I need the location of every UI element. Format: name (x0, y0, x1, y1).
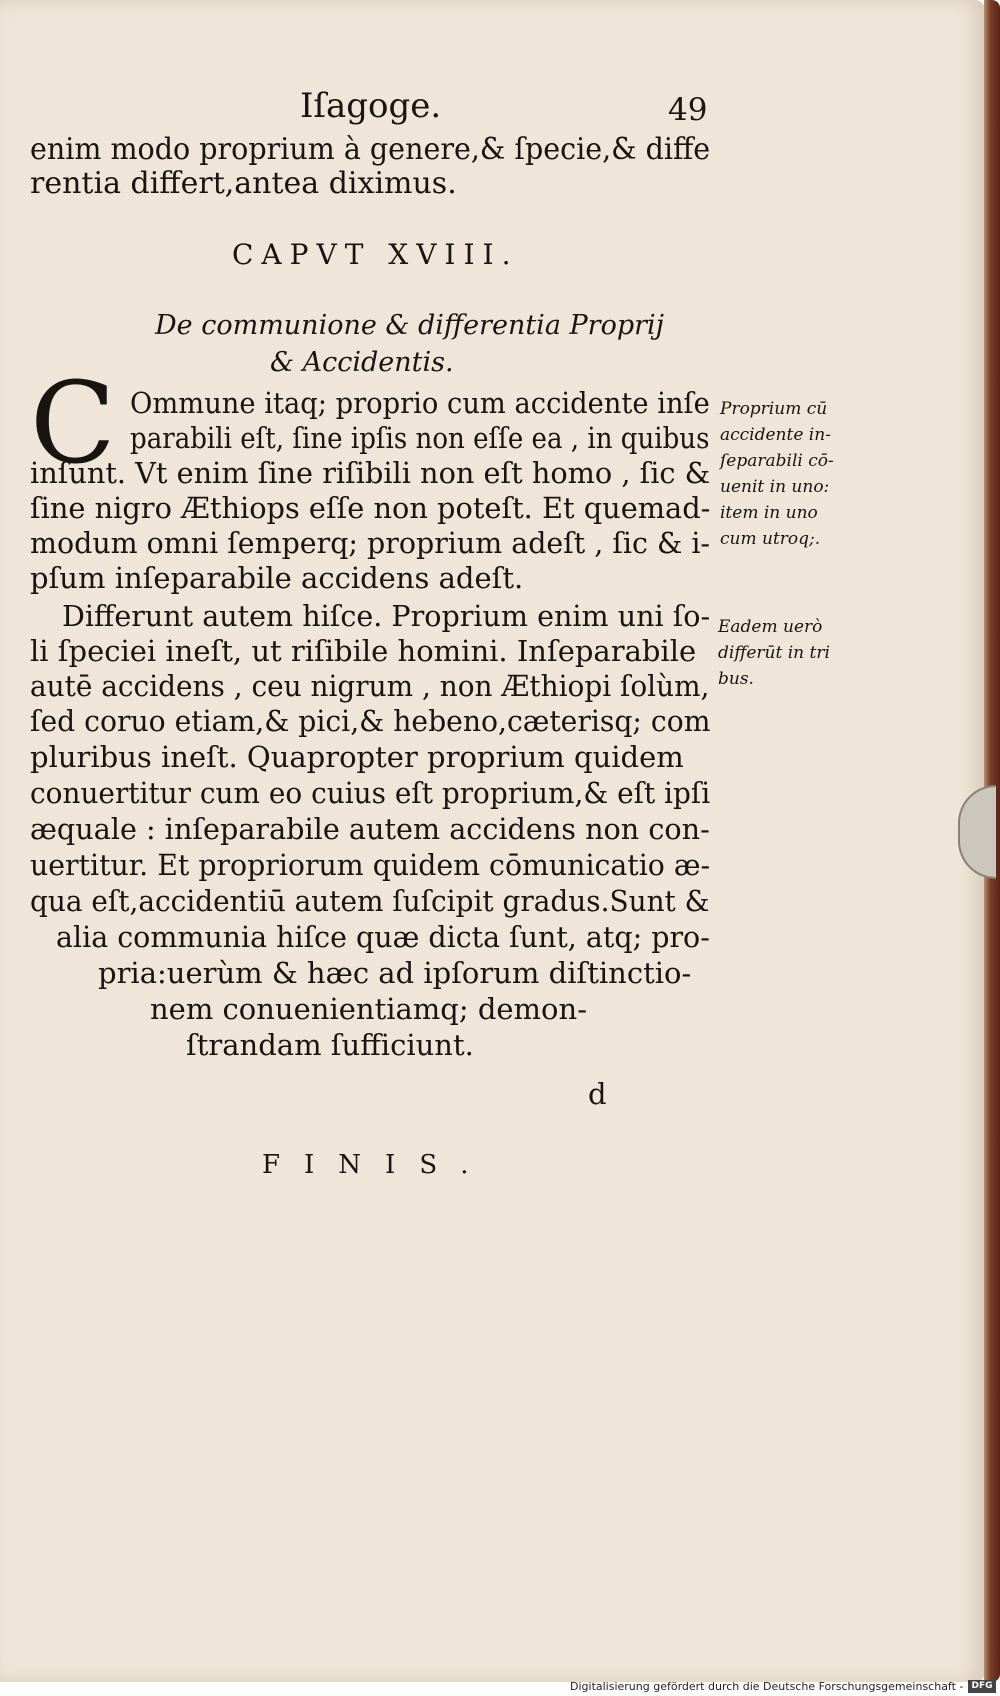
marginal-note-line: Eadem uerò (718, 617, 823, 637)
text-line: alia communia hiſce quæ dicta ſunt, atq; pro- (56, 920, 710, 954)
marginal-note-1 (720, 396, 834, 552)
text-line: enim modo proprium à genere,& ſpecie,& diffe (30, 132, 711, 167)
marginal-note-line: item in uno (720, 503, 818, 523)
marginal-note-line: differūt in tri (718, 643, 830, 663)
signature-mark: d (588, 1077, 607, 1111)
marginal-note-line: ſeparabili cō- (720, 451, 834, 471)
marginal-note-line: accidente in- (720, 425, 831, 445)
text-line: autē accidens , ceu nigrum , non Æthiopi ſolùm, (30, 669, 710, 703)
chapter-title-line-1: De communione & differentia Proprij (155, 310, 665, 341)
text-line: pria:uerùm & hæc ad ipſorum diſtinctio- (98, 956, 692, 990)
text-line: pſum inſeparabile accidens adeſt. (30, 561, 524, 595)
text-line: æquale : inſeparabile autem accidens non con- (30, 812, 710, 846)
running-head: Iſagoge. (300, 86, 442, 126)
text-line: ſine nigro Æthiops eſſe non poteſt. Et quemad- (30, 491, 711, 525)
text-line: uertitur. Et propriorum quidem cōmunicatio æ- (30, 848, 711, 882)
text-line: ſtrandam ſufficiunt. (186, 1028, 474, 1062)
text-line: ſed coruo etiam,& pici,& hebeno,cæterisq; com (30, 704, 711, 738)
text-line: Ommune itaq; proprio cum accidente inſe (130, 386, 710, 420)
marginal-note-2 (718, 614, 830, 692)
chapter-heading: CAPVT XVIII. (232, 238, 519, 271)
chapter-title-line-2: & Accidentis. (270, 347, 454, 378)
marginal-note-line: bus. (718, 669, 754, 689)
text-line: li ſpeciei ineſt, ut riſibile homini. Inſeparabile (30, 634, 697, 668)
footer-credit: Digitalisierung gefördert durch die Deutsche Forschungsgemeinschaft - (570, 1680, 964, 1693)
text-line: conuertitur cum eo cuius eſt proprium,& eſt ipſi (30, 776, 711, 810)
dfg-logo: DFG (968, 1680, 996, 1693)
marginal-note-line: Proprium cū (720, 399, 828, 419)
text-line: parabili eſt, ſine ipſis non eſſe ea , in quibus (130, 421, 710, 455)
finis-label: FINIS. (262, 1150, 493, 1180)
text-line: pluribus ineſt. Quapropter proprium quidem (30, 740, 684, 774)
marginal-note-line: uenit in uno: (720, 477, 830, 497)
page-number: 49 (668, 92, 708, 128)
drop-cap: C (30, 359, 116, 489)
text-line: rentia differt,antea diximus. (30, 166, 457, 201)
marginal-note-line: cum utroq;. (720, 529, 821, 549)
text-line: qua eſt,accidentiū autem ſuſcipit gradus.Sunt & (30, 884, 710, 918)
text-line: inſunt. Vt enim ſine riſibili non eſt homo , ſic & (30, 456, 711, 490)
text-line: modum omni ſemperq; proprium adeſt , ſic & i- (30, 526, 711, 560)
text-line: Differunt autem hiſce. Proprium enim uni ſo- (62, 599, 711, 633)
text-line: nem conuenientiamq; demon- (150, 992, 587, 1026)
